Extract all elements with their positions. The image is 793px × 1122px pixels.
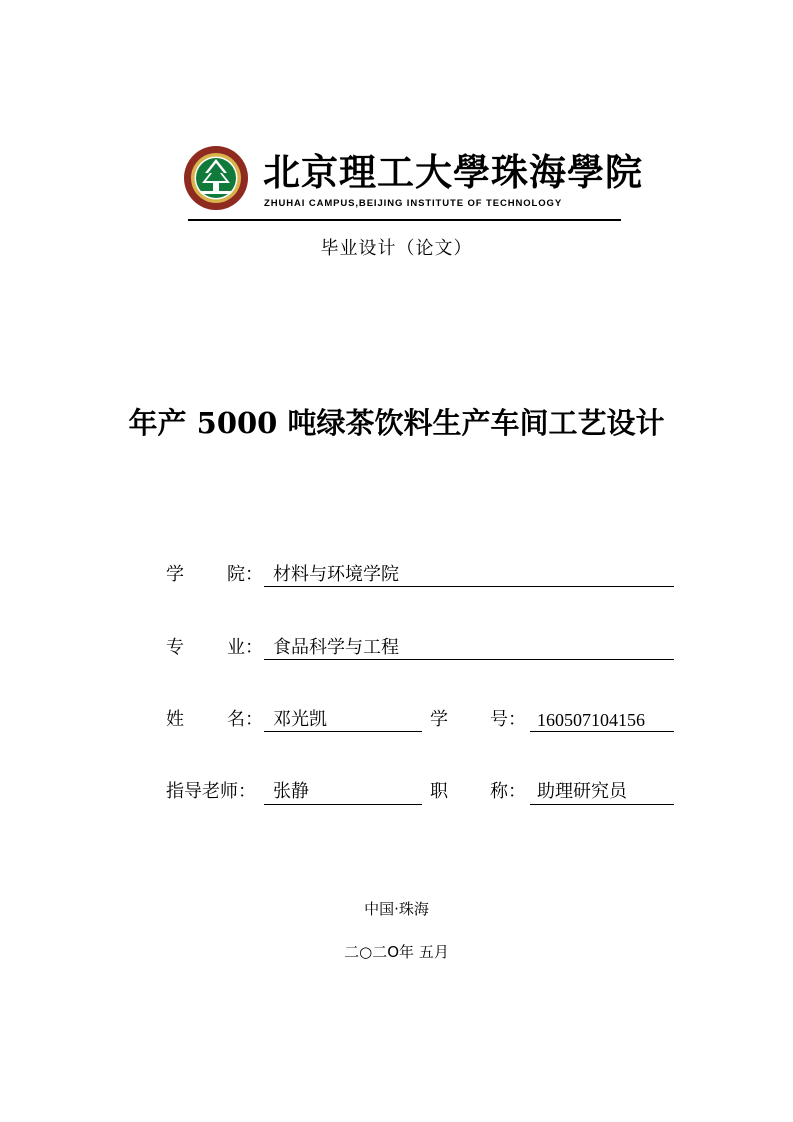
name-label-2: 名： — [227, 709, 263, 730]
name-label-1: 姓 — [166, 709, 184, 730]
footer-date: 二○二O年 五月 — [344, 943, 449, 961]
prof-title-label-2: 称： — [490, 781, 526, 802]
college-underline — [264, 586, 674, 587]
id-underline — [530, 731, 674, 732]
name-underline — [264, 731, 422, 732]
college-label-2: 院： — [227, 564, 263, 585]
document-type: 毕业设计（论文） — [320, 238, 473, 259]
thesis-title: 年产 5000 吨绿茶饮料生产车间工艺设计 — [128, 406, 665, 440]
prof-title-value: 助理研究员 — [537, 781, 627, 802]
university-name-cn: 北京理工大學珠海學院 — [263, 150, 643, 194]
major-label-2: 业： — [227, 637, 263, 658]
id-label-1: 学 — [430, 709, 448, 730]
id-label-2: 号： — [490, 709, 526, 730]
name-value: 邓光凯 — [273, 709, 327, 730]
major-value: 食品科学与工程 — [273, 637, 399, 658]
college-value: 材料与环境学院 — [273, 564, 399, 585]
prof-title-label-1: 职 — [430, 781, 448, 802]
id-value: 160507104156 — [537, 710, 645, 730]
advisor-underline — [264, 804, 422, 805]
advisor-value: 张静 — [273, 781, 309, 802]
university-name-en: ZHUHAI CAMPUS,BEIJING INSTITUTE OF TECHNOLOGY — [264, 198, 563, 209]
advisor-label: 指导老师： — [166, 781, 256, 802]
college-label-1: 学 — [166, 564, 184, 585]
university-emblem — [183, 145, 249, 211]
major-label-1: 专 — [166, 637, 184, 658]
major-underline — [264, 659, 674, 660]
prof-title-underline — [530, 804, 674, 805]
footer-place: 中国·珠海 — [364, 900, 429, 918]
header-divider — [188, 219, 621, 221]
